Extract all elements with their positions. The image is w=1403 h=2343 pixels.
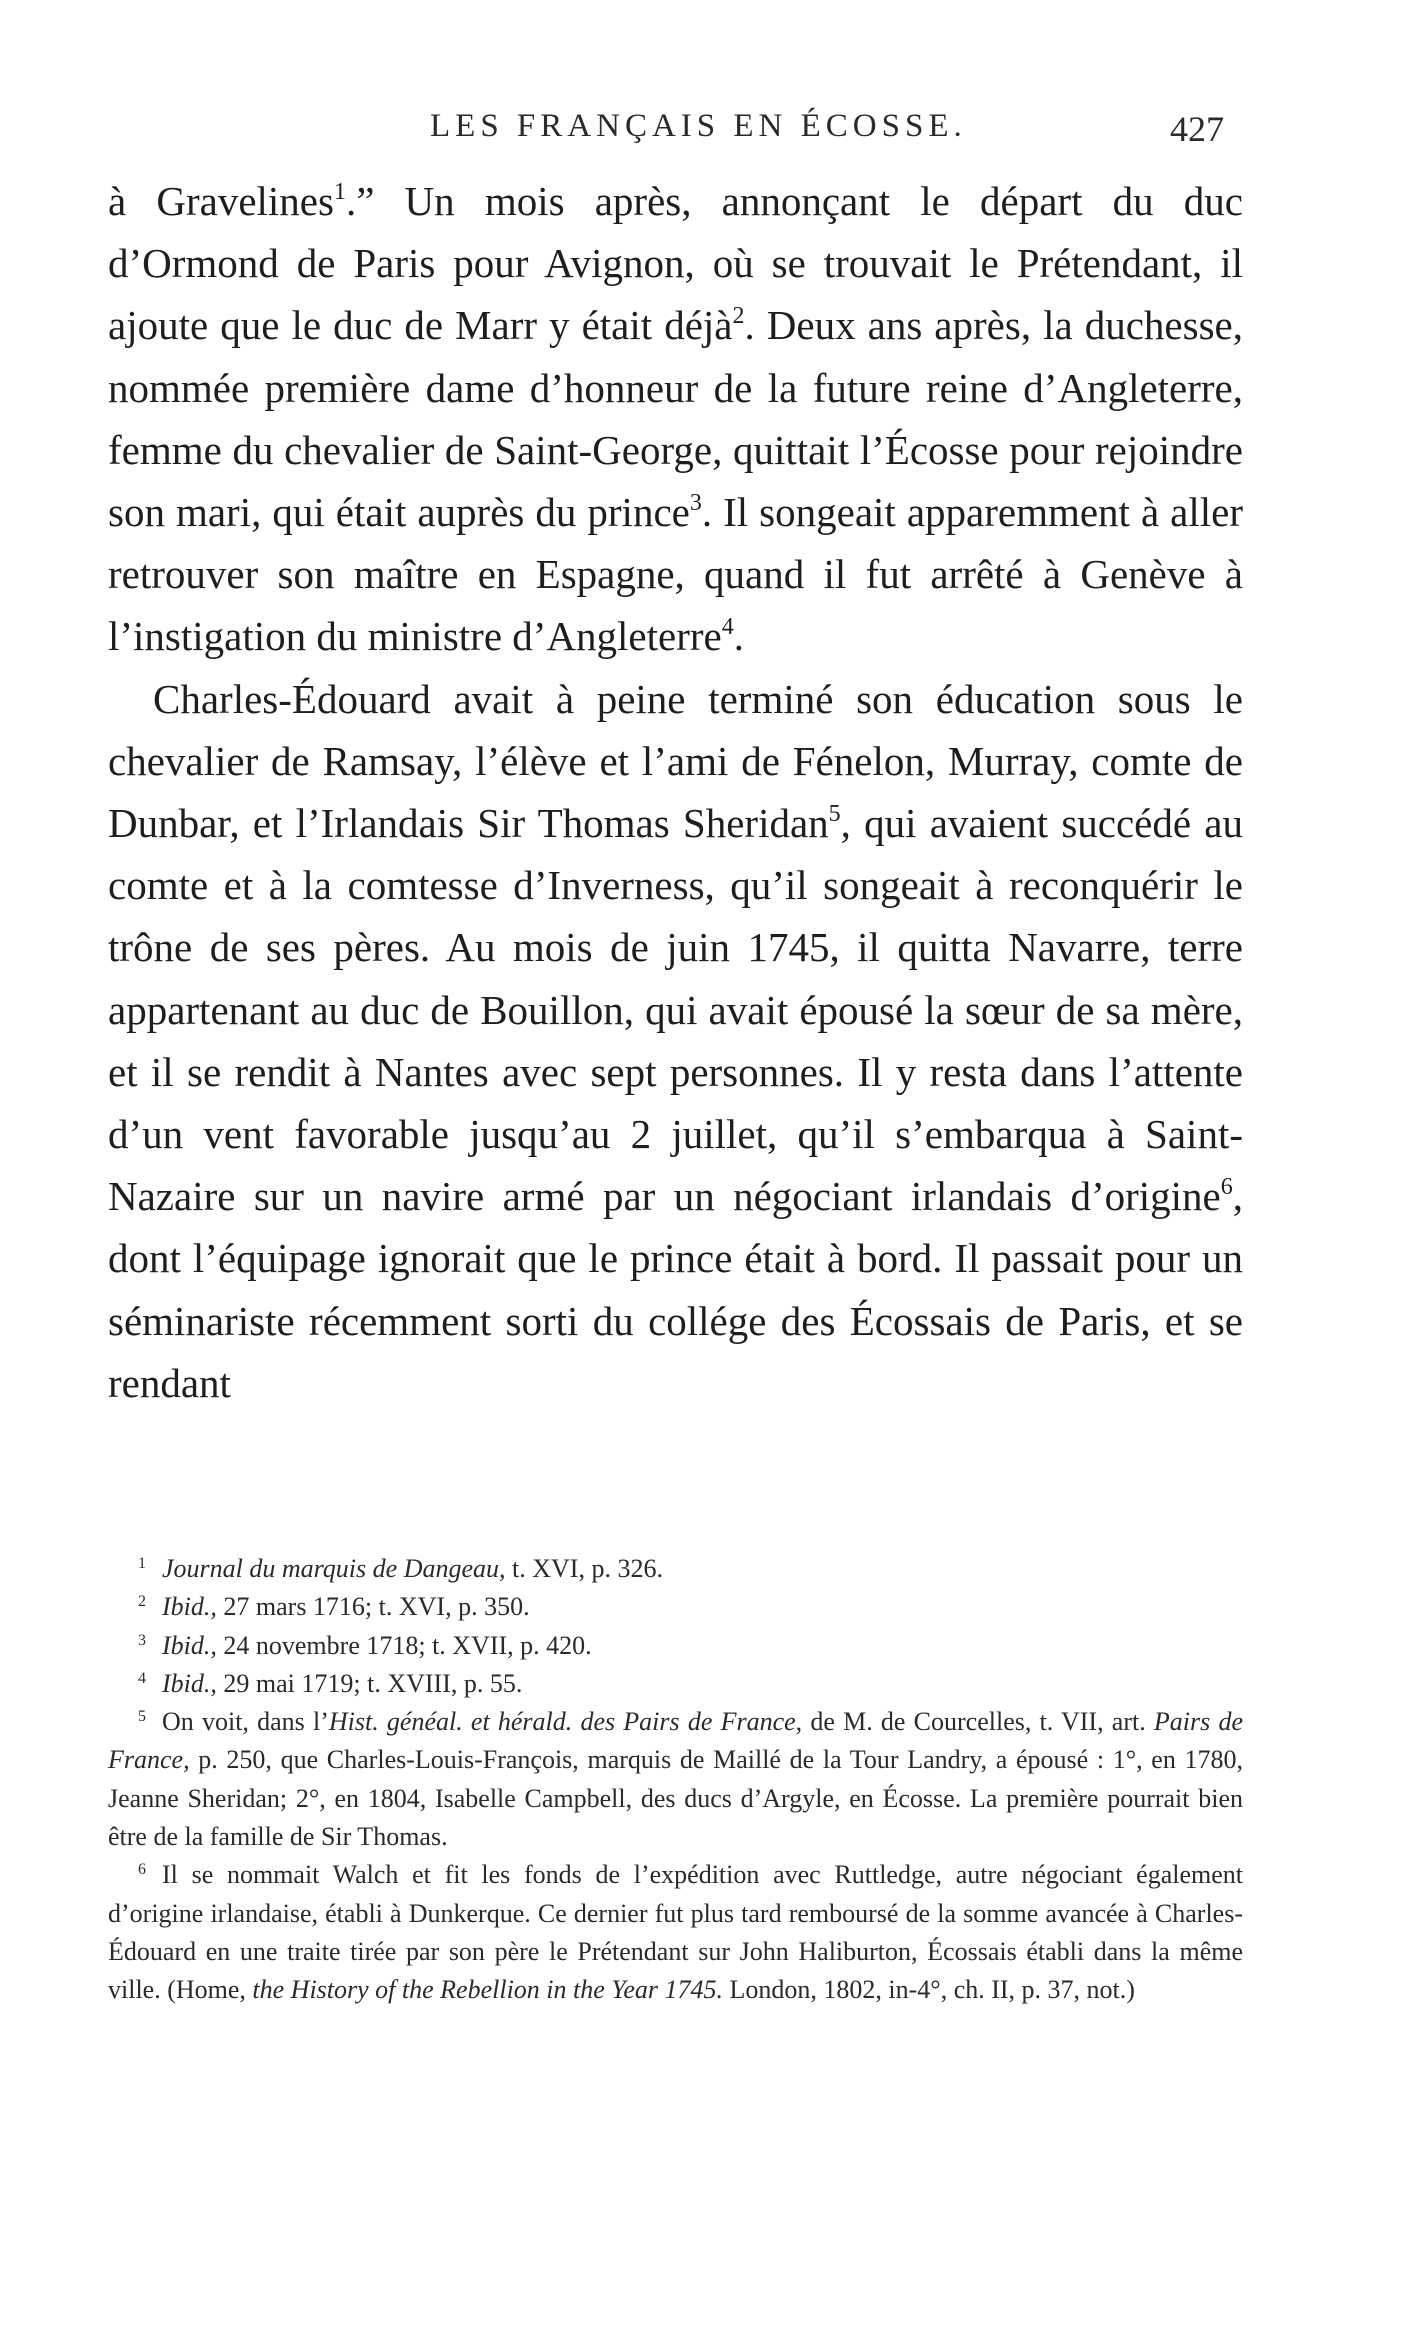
footnote-ref-1: 1 xyxy=(333,179,346,205)
paragraph-1 xyxy=(108,170,1243,668)
page-header xyxy=(0,108,1403,168)
footnote-number: 2 xyxy=(138,1593,146,1611)
footnotes xyxy=(108,1550,1243,2010)
text-run: à Gravelines xyxy=(108,178,334,224)
footnote-ref-4: 4 xyxy=(721,614,734,641)
footnote-6 xyxy=(108,1856,1243,2009)
footnote-3 xyxy=(108,1627,1243,1665)
footnote-italic: Ibid., xyxy=(162,1630,217,1660)
footnote-italic: Ibid., xyxy=(162,1668,217,1698)
footnote-text: t. XVI, p. 326. xyxy=(505,1554,663,1583)
page-number: 427 xyxy=(1170,109,1224,149)
text-run: . Il songeait apparemment à aller retrouver son maître en Espagne, quand il fut arrêté à Genève à l’instigation du ministre d’Angleterre xyxy=(108,489,1243,660)
footnote-1 xyxy=(108,1550,1243,1588)
footnote-text: Il se nommait Walch et fit les fonds de l’expédition avec Ruttledge, autre négociant également d’origine irlandaise, établi à Dunkerque. Ce dernier fut plus tard remboursé de la somme avancée à Charles-Édouard en une traite tirée par son père le Prétendant sur John Haliburton, Écossais établi dans la même ville. (Home, xyxy=(108,1860,1243,2005)
text-run: , dont l’équipage ignorait que le prince était à bord. Il passait pour un séminariste récemment sorti du collége des Écossais de Paris, et se rendant xyxy=(108,1173,1243,1406)
footnote-italic: Hist. généal. et hérald. des Pairs de France, xyxy=(328,1707,803,1737)
footnote-ref-2: 2 xyxy=(732,303,745,330)
footnote-5 xyxy=(108,1703,1243,1856)
footnote-italic: Ibid., xyxy=(162,1592,217,1622)
footnote-italic: the History of the Rebellion in the Year 1745. xyxy=(252,1975,724,2005)
footnote-ref-3: 3 xyxy=(689,490,702,517)
footnote-number: 6 xyxy=(138,1861,146,1879)
footnote-italic: Pairs de France, xyxy=(108,1707,1244,1775)
footnote-2 xyxy=(108,1588,1243,1626)
text-run: . xyxy=(733,613,744,660)
footnote-number: 5 xyxy=(138,1708,146,1726)
footnote-text: 29 mai 1719; t. XVIII, p. 55. xyxy=(216,1668,523,1698)
footnote-text: London, 1802, in-4°, ch. II, p. 37, not.) xyxy=(723,1975,1135,2005)
paragraph-2 xyxy=(108,668,1243,1414)
text-run: Charles-Édouard avait à peine terminé son éducation sous le chevalier de Ramsay, l’élève et l’ami de Fénelon, Murray, comte de Dunbar, et l’Irlandais Sir Thomas Sheridan xyxy=(108,675,1243,847)
footnote-ref-6: 6 xyxy=(1220,1174,1233,1201)
text-run: .” Un mois après, annonçant le départ du duc d’Ormond de Paris pour Avignon, où se trouvait le Prétendant, il ajoute que le duc de Marr y était déjà xyxy=(108,178,1243,349)
footnote-text: 27 mars 1716; t. XVI, p. 350. xyxy=(216,1592,530,1622)
footnote-text: p. 250, que Charles-Louis-François, marquis de Maillé de la Tour Landry, a épousé : 1°, en 1780, Jeanne Sheridan; 2°, en 1804, Isabelle Campbell, des ducs d’Argyle, en Écosse. La première pourrait bien être de la famille de Sir Thomas. xyxy=(108,1745,1243,1852)
text-run: . Deux ans après, la duchesse, nommée première dame d’honneur de la future reine d’Angleterre, femme du chevalier de Saint-George, quittait l’Écosse pour rejoindre son mari, qui était auprès du prince xyxy=(108,302,1243,536)
footnote-italic: Journal du marquis de Dangeau, xyxy=(162,1554,506,1583)
footnote-number: 4 xyxy=(138,1669,146,1687)
body-text xyxy=(108,170,1243,1414)
footnote-number: 3 xyxy=(138,1631,146,1649)
footnote-text: On voit, dans l’ xyxy=(162,1707,329,1737)
footnote-4 xyxy=(108,1665,1243,1703)
footnote-ref-5: 5 xyxy=(828,801,841,828)
running-title: LES FRANÇAIS EN ÉCOSSE. xyxy=(430,108,967,144)
text-run: , qui avaient succédé au comte et à la comtesse d’Inverness, qu’il songeait à reconquérir le trône de ses pères. Au mois de juin 1745, il quitta Navarre, terre appartenant au duc de Bouillon, qui avait épousé la sœur de sa mère, et il se rendit à Nantes avec sept personnes. Il y resta dans l’attente d’un vent favorable jusqu’au 2 juillet, qu’il s’embarqua à Saint-Nazaire sur un navire armé par un négociant irlandais d’origine xyxy=(108,800,1243,1220)
footnote-text: 24 novembre 1718; t. XVII, p. 420. xyxy=(216,1630,592,1660)
footnote-text: de M. de Courcelles, t. VII, art. xyxy=(802,1707,1154,1737)
footnote-number: 1 xyxy=(138,1555,146,1572)
